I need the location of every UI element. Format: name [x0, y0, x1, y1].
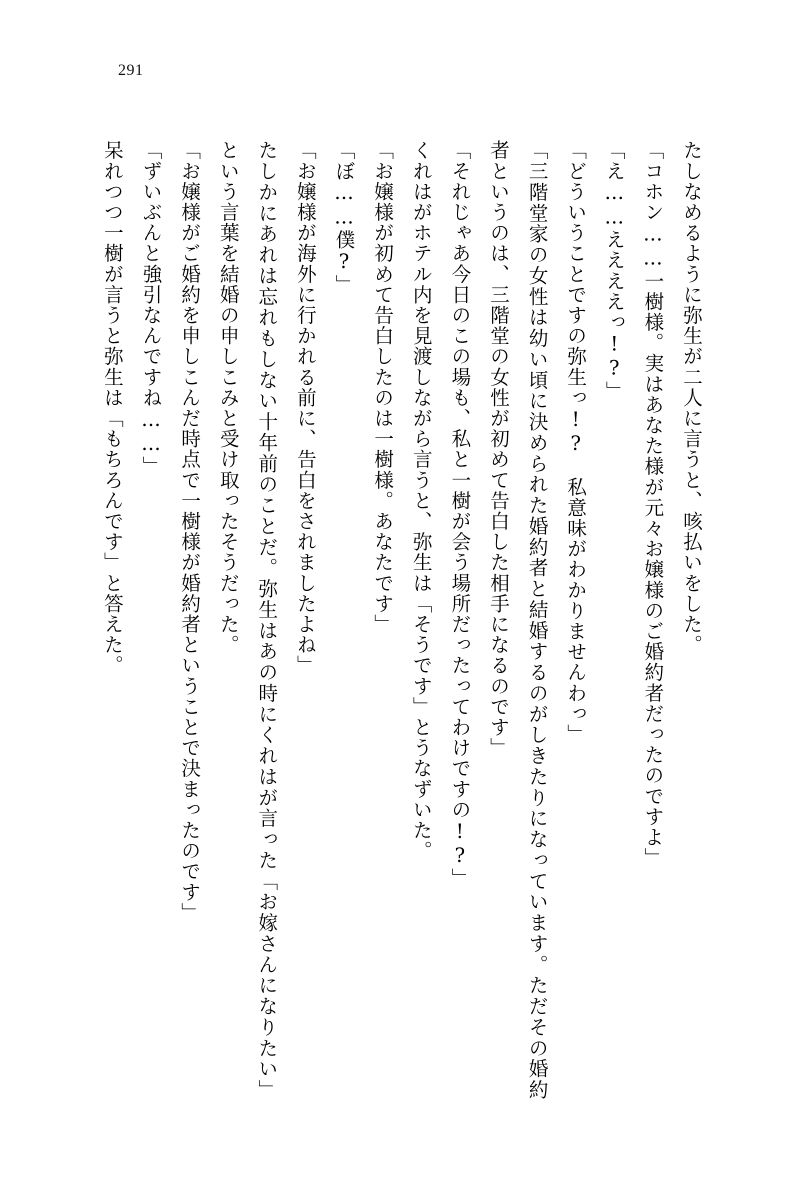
paragraph: 「お嬢様がご婚約を申しこんだ時点で一樹様が婚約者ということで決まったのです」 — [178, 140, 202, 923]
paragraph: 呆れつつ一樹が言うと弥生は「もちろんです」と答えた。 — [100, 140, 124, 676]
paragraph: 「どういうことですの弥生っ!? 私意味がわかりませんわっ」 — [564, 140, 588, 745]
paragraph: 「お嬢様が海外に行かれる前に、告白をされましたよね」 — [293, 140, 317, 676]
paragraph: くれはがホテル内を見渡しながら言うと、弥生は「そうです」とうなずいた。 — [409, 140, 433, 861]
paragraph: 「コホン……一樹様。実はあなた様が元々お嬢様のご婚約者だったのですよ」 — [641, 140, 665, 868]
paragraph: 「三階堂家の女性は幼い頃に決められた婚約者と結婚するのがしきたりになっています。ただその婚約者というのは、三階堂の女性が初めて告白した相手になるのです」 — [486, 140, 549, 1100]
paragraph: 「お嬢様が初めて告白したのは一樹様。あなたです」 — [371, 140, 395, 635]
body-text — [90, 140, 710, 1100]
paragraph: 「ぼ……僕?」 — [332, 140, 356, 295]
paragraph: たしかにあれは忘れもしない十年前のことだ。弥生はあの時にくれはが言った「お嫁さんになりたい」という言葉を結婚の申しこみと受け取ったそうだった。 — [216, 140, 279, 1100]
paragraph: たしなめるように弥生が二人に言うと、咳払いをした。 — [680, 140, 703, 655]
paragraph: 「それじゃあ今日のこの場も、私と一樹が会う場所だったってわけですの!?」 — [448, 140, 472, 889]
paragraph: 「ずいぶんと強引なんですね……」 — [139, 140, 163, 477]
paragraph: 「え……ええええっ!?」 — [602, 140, 626, 402]
page-number: 291 — [118, 62, 144, 79]
